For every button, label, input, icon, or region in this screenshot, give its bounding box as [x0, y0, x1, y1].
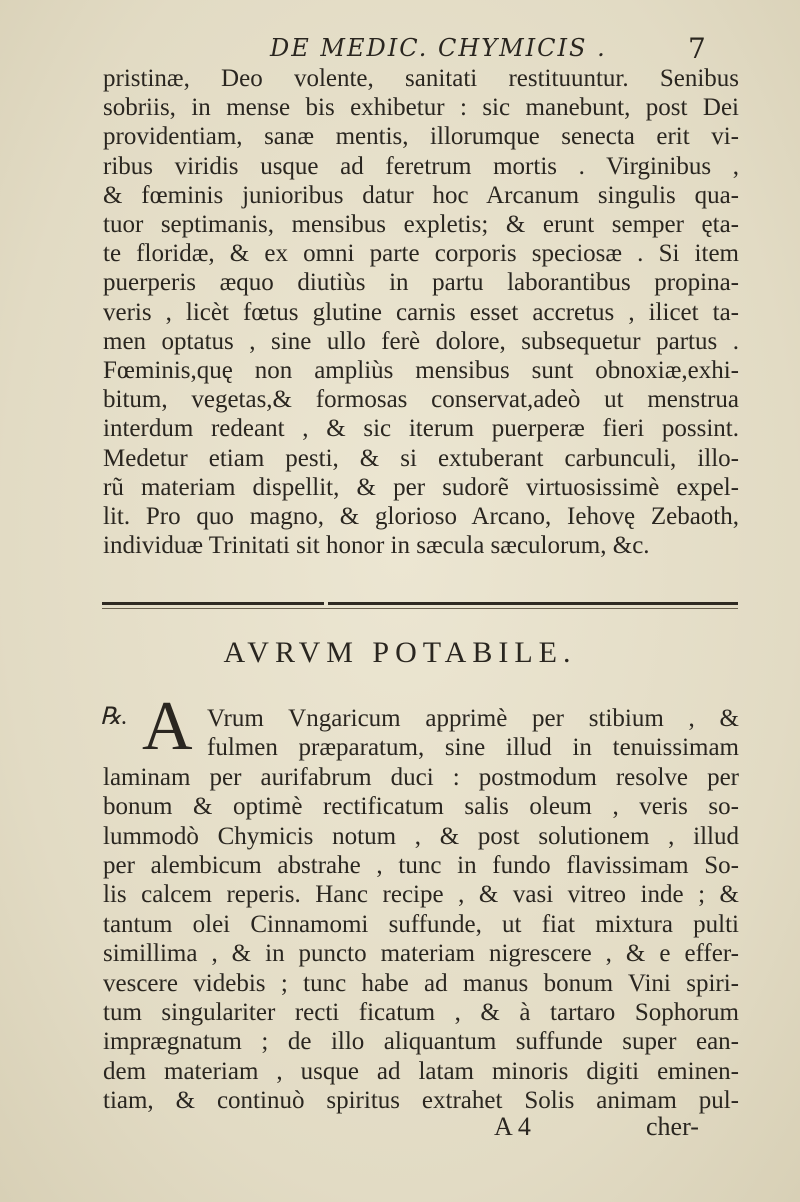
running-title: DE MEDIC. CHYMICIS .	[270, 34, 607, 62]
text-line: tuor septimanis, mensibus expletis; & erunt semper ęta-	[103, 211, 739, 239]
signature-mark: A 4	[494, 1112, 531, 1141]
text-line: dem materiam , usque ad latam minoris digiti eminen-	[103, 1057, 739, 1085]
running-head	[0, 30, 800, 66]
text-line: Fœminis,quę non ampliùs mensibus sunt obnoxiæ,exhi-	[103, 357, 739, 385]
text-line: simillima , & in puncto materiam nigrescere , & e effer-	[103, 940, 739, 968]
text-line: tum singulariter recti ficatum , & à tartaro Sophorum	[103, 999, 739, 1027]
text-line: interdum redeant , & sic iterum puerperæ fieri possint.	[103, 415, 739, 443]
text-line: lit. Pro quo magno, & glorioso Arcano, Iehovę Zebaoth,	[103, 503, 739, 531]
page-footer	[0, 1112, 800, 1146]
text-line: per alembicum abstrahe , tunc in fundo flavissimam So-	[103, 852, 739, 880]
text-line: fulmen præparatum, sine illud in tenuissimam	[207, 734, 739, 762]
catchword: cher-	[646, 1112, 699, 1141]
text-line: rũ materiam dispellit, & per sudorẽ virtuosissimè expel-	[103, 473, 739, 501]
text-line: Medetur etiam pesti, & si extuberant carbunculi, illo-	[103, 444, 739, 472]
recipe-symbol: ℞.	[100, 704, 128, 730]
divider-rule-thin	[102, 608, 738, 609]
text-line: pristinæ, Deo volente, sanitati restituuntur. Senibus	[103, 65, 739, 92]
text-line: men optatus , sine ullo ferè dolore, subsequetur partus .	[103, 327, 739, 355]
recipe-paragraph	[103, 704, 739, 1116]
text-line: & fœminis junioribus datur hoc Arcanum singulis qua-	[103, 181, 739, 209]
text-line: Vrum Vngaricum apprimè per stibium , &	[207, 705, 739, 732]
text-line: laminam per aurifabrum duci : postmodum resolve per	[103, 763, 739, 791]
drop-cap: A	[142, 688, 193, 765]
text-line: tiam, & continuò spiritus extrahet Solis animam pul-	[103, 1087, 739, 1115]
divider-rule-left	[102, 602, 324, 605]
text-line: vescere videbis ; tunc habe ad manus bonum Vini spiri-	[103, 969, 739, 997]
text-line: individuæ Trinitati sit honor in sæcula sæculorum, &c.	[103, 532, 650, 560]
text-line: puerperis æquo diutiùs in partu laborantibus propina-	[103, 269, 739, 297]
text-line: providentiam, sanæ mentis, illorumque senecta erit vi-	[103, 123, 739, 151]
page-number: 7	[688, 32, 706, 65]
text-line: veris , licèt fœtus glutine carnis esset accretus , ilicet ta-	[103, 298, 739, 326]
text-line: te floridæ, & ex omni parte corporis speciosæ . Si item	[103, 240, 739, 268]
divider-rule-right	[328, 602, 738, 605]
text-line: bonum & optimè rectificatum salis oleum , veris so-	[103, 793, 739, 821]
text-line: ribus viridis usque ad feretrum mortis . Virginibus ,	[103, 152, 739, 180]
text-line: sobriis, in mense bis exhibetur : sic manebunt, post Dei	[103, 94, 739, 122]
section-divider	[102, 600, 738, 610]
text-line: bitum, vegetas,& formosas conservat,adeò ut menstrua	[103, 386, 739, 414]
text-line: lummodò Chymicis notum , & post solutionem , illud	[103, 822, 739, 850]
paragraph-1	[103, 64, 739, 560]
section-title: AVRVM POTABILE.	[223, 636, 577, 669]
text-line: lis calcem reperis. Hanc recipe , & vasi vitreo inde ; &	[103, 881, 739, 909]
text-line: imprægnatum ; de illo aliquantum suffunde super ean-	[103, 1028, 739, 1056]
text-line: tantum olei Cinnamomi suffunde, ut fiat mixtura pulti	[103, 910, 739, 938]
